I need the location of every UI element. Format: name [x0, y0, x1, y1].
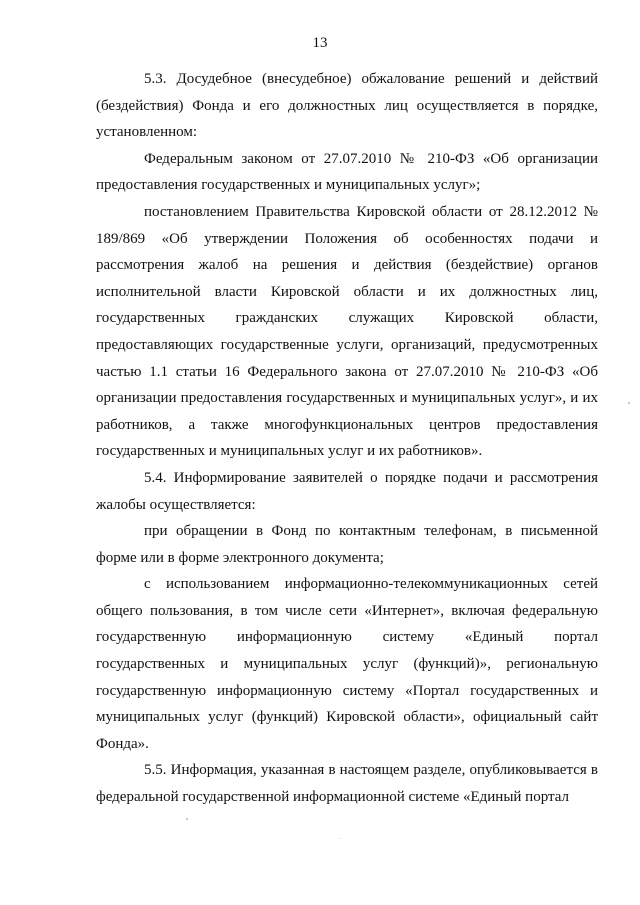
paragraph-5-5: 5.5. Информация, указанная в настоящем разделе, опубликовывается в федеральной государственной информационной системе «Единый портал: [96, 762, 598, 806]
paragraph-5-3: 5.3. Досудебное (внесудебное) обжалование решений и действий (бездействия) Фонда и его должностных лиц осуществляется в порядке, установленном:: [96, 71, 598, 141]
scan-speck: [186, 818, 188, 820]
scan-speck: [340, 838, 341, 839]
paragraph-5-4: 5.4. Информирование заявителей о порядке подачи и рассмотрения жалобы осуществляется:: [96, 469, 598, 513]
paragraph-government-resolution: постановлением Правительства Кировской области от 28.12.2012 № 189/869 «Об утверждении Положения об особенностях подачи и рассмотрения жалоб на решения и действия (бездействие) органов исполнительной власти Кировской области и их должностных лиц, государственных гражданских служащих Кировской области, предоставляющих государственные услуги, организаций, предусмотренных частью 1.1 статьи 16 Федерального закона от 27.07.2010 № 210-ФЗ «Об организации предоставления государственных и муниципальных услуг», и их работников, а также многофункциональных центров предоставления государственных и муниципальных услуг и их работников».: [96, 203, 598, 460]
page-body: [96, 66, 598, 811]
page-number: 13: [312, 35, 328, 51]
paragraph-contact-phones: при обращении в Фонд по контактным телефонам, в письменной форме или в форме электронного документа;: [96, 523, 598, 566]
paragraph-internet-networks: с использованием информационно-телекоммуникационных сетей общего пользования, в том числе сети «Интернет», включая федеральную государственную информационную систему «Единый портал государственных и муниципальных услуг (функций)», региональную государственную информационную систему «Портал государственных и муниципальных услуг (функций) Кировской области», официальный сайт Фонда».: [96, 576, 598, 752]
paragraph-federal-law: Федеральным законом от 27.07.2010 № 210-ФЗ «Об организации предоставления государственных и муниципальных услуг»;: [96, 150, 598, 194]
scan-speck: [628, 402, 630, 404]
